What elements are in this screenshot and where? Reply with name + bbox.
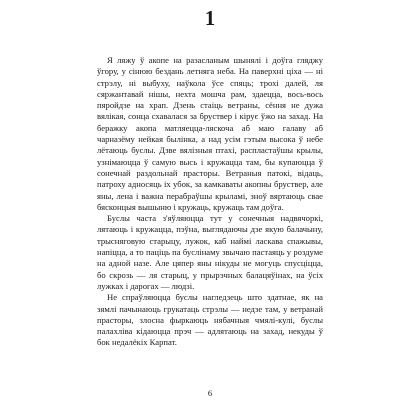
body-text — [97, 55, 323, 349]
page-number: 6 — [207, 388, 213, 398]
paragraph-1: Я ляжу ў акопе на разасланым шынялі і доўга гляджу ўгору, у сінюю бездань летняга неба. На паверхні ціха — ні стрэлу, ні выбуху, наўкола ўсе спяць; трохі далей, ля сяржантавай нішы, нехта мошча рам, здаецца, вось-вось пяройдзе на храп. Дзень стаіць ветраны, сёння не дужа вялікая, сонца схавалася за бруствер і кірує ўжо на захад. На беражку акопа матляецца-ляскоча аб маю галаву аб чарназёму нейкая былінка, а над усім гэтым высока ў небе лётаюць буслы. Дзве вялізныя птахі, распластаўшы крылы, узнімаюцца ў самую высь і кружацца там, бы купаюцца ў сонечнай раздольнай прасторы. Ветраныя патокі, відаць, патроху адносяць іх убок, за камкаваты акопны бруствер, але яны, лена і важна перабраўшы крыламі, зноў вяртаюць свае бясконцыя вышыню і кружаць, кружаць там доўга. — [97, 55, 323, 212]
paragraph-3: Не спраўляюцца буслы нагледзець што здатнае, як на зямлі пачынаюць грукатаць стрэлы — недзе там, у ветранай прасторы, злосна фыркаюць нябачныя чмялі-кулі, буслы палахліва кідаюцца прэч — адлятаюць на захад, некуды ў бок недалёкіх Карпат. — [97, 292, 323, 348]
paragraph-2: Буслы часта з'яўляюцца тут у сонечныя надвячоркі, лятаюць і кружацца, пэўна, выглядаючы дзе якую балачыну, трысняговую старыцу, лужок, каб наймі ласкава спажывы, напіцца, а то паціць па буслінаму звычаю пастаяць у роздуме на адной назе. Але цяпер яны нікуды не могуць спусціцца, бо скрозь — ля старыц, у прырэчных балацяўінах, на ўсіх лужках і дарогах — людзі. — [97, 213, 323, 291]
chapter-number: 1 — [204, 6, 216, 30]
